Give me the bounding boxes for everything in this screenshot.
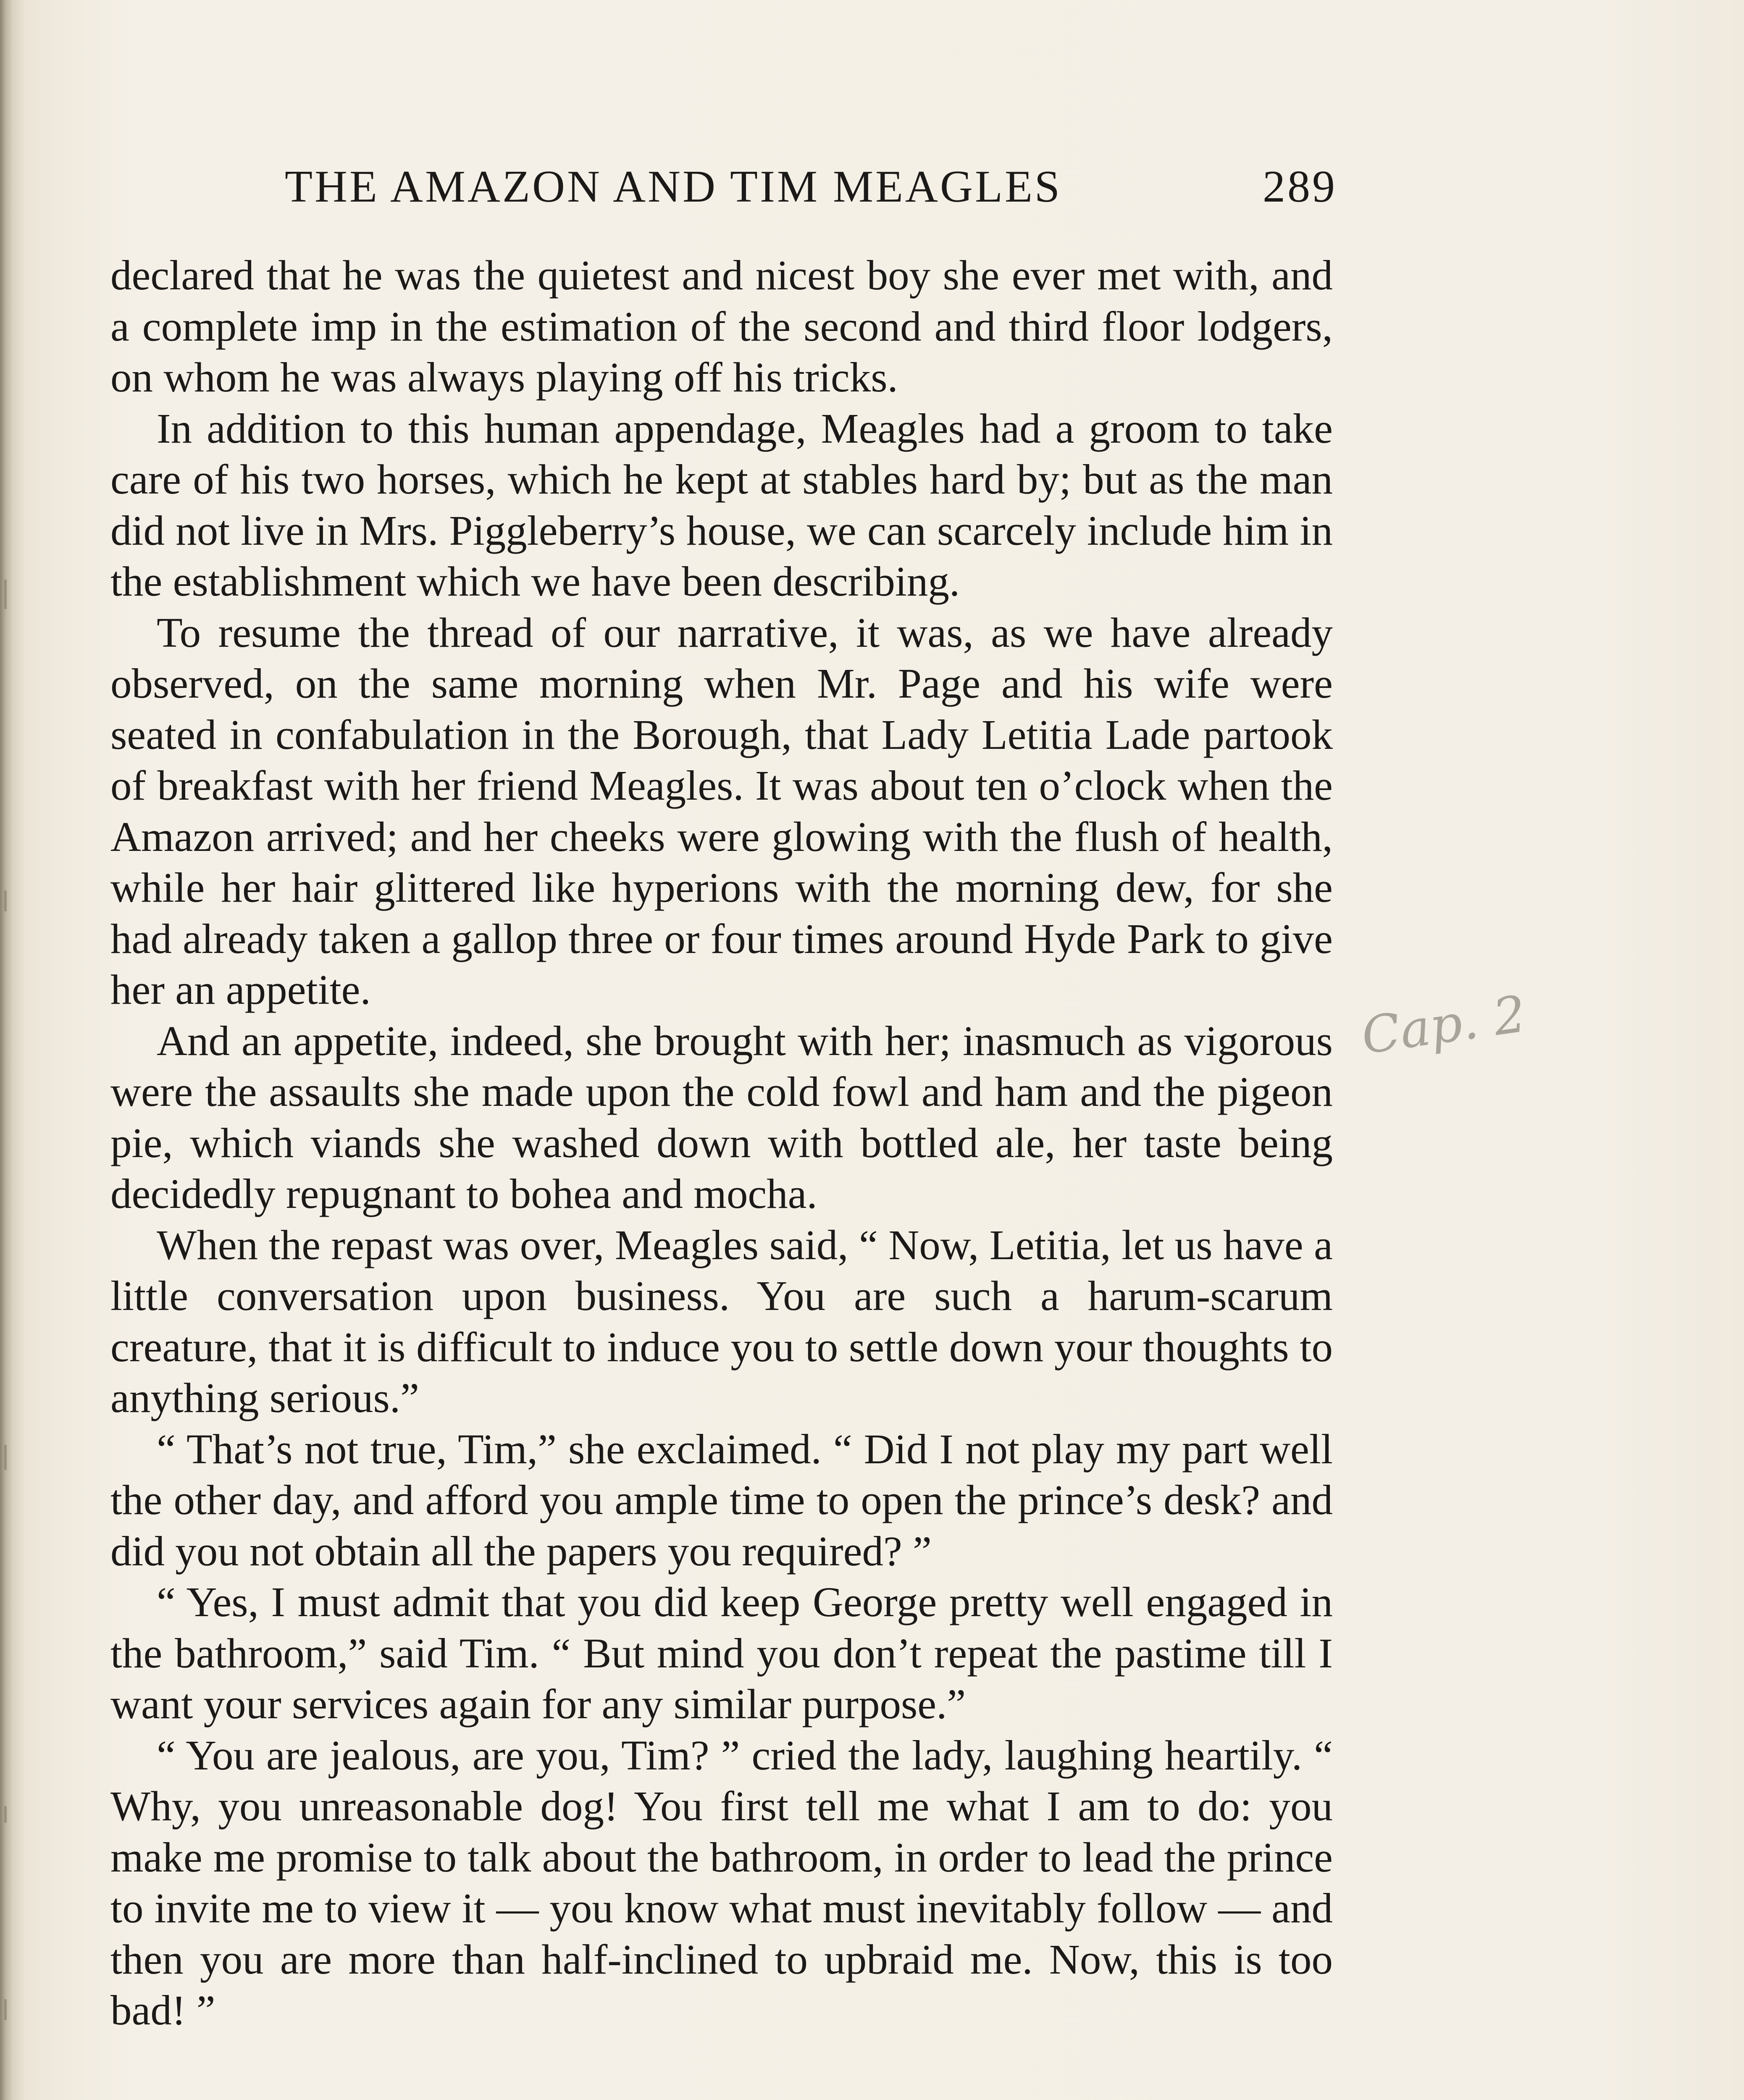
running-head [110,160,1337,214]
body-text [110,250,1333,2036]
paragraph: “ You are jealous, are you, Tim? ” cried the lady, laughing heartily. “ Why, you unreasonable dog! You first tell me what I am to do: you make me promise to talk about the bathroom, in order to lead the prince to invite me to view it — you know what must inevitably follow — and then you are more than half-inclined to upbraid me. Now, this is too bad! ” [110,1731,1333,2034]
running-head-title: THE AMAZON AND TIM MEAGLES [285,162,1062,212]
gutter-marks [0,0,25,2100]
paragraph: When the repast was over, Meagles said, “ Now, Letitia, let us have a little conversation upon business. You are such a harum-scarum creature, that it is difficult to induce you to settle down your thoughts to anything serious.” [110,1221,1333,1421]
paragraph: “ Yes, I must admit that you did keep George pretty well engaged in the bathroom,” said Tim. “ But mind you don’t repeat the pastime till I want your services again for any similar purpose.” [110,1578,1333,1727]
handwritten-margin-note: Cap. 2 [1358,984,1530,1066]
page-number: 289 [1263,162,1337,212]
paragraph: To resume the thread of our narrative, it was, as we have already observed, on the same morning when Mr. Page and his wife were seated in confabulation in the Borough, that Lady Letitia Lade partook of breakfast with her friend Meagles. It was about ten o’clock when the Amazon arrived; and her cheeks were glowing with the flush of health, while her hair glittered like hyperions with the morning dew, for she had already taken a gallop three or four times around Hyde Park to give her an appetite. [110,609,1333,1013]
paragraph: “ That’s not true, Tim,” she exclaimed. “ Did I not play my part well the other day, and afford you ample time to open the prince’s desk? and did you not obtain all the papers you required? ” [110,1425,1333,1575]
paragraph: declared that he was the quietest and nicest boy she ever met with, and a complete imp in the estimation of the second and third floor lodgers, on whom he was always playing off his tricks. [110,252,1333,401]
paragraph: And an appetite, indeed, she brought with her; inasmuch as vigorous were the assaults she made upon the cold fowl and ham and the pigeon pie, which viands she washed down with bottled ale, her taste being decidedly repugnant to bohea and mocha. [110,1017,1333,1217]
paragraph: In addition to this human appendage, Meagles had a groom to take care of his two horses, which he kept at stables hard by; but as the man did not live in Mrs. Piggleberry’s house, we can scarcely include him in the establishment which we have been describing. [110,404,1333,605]
